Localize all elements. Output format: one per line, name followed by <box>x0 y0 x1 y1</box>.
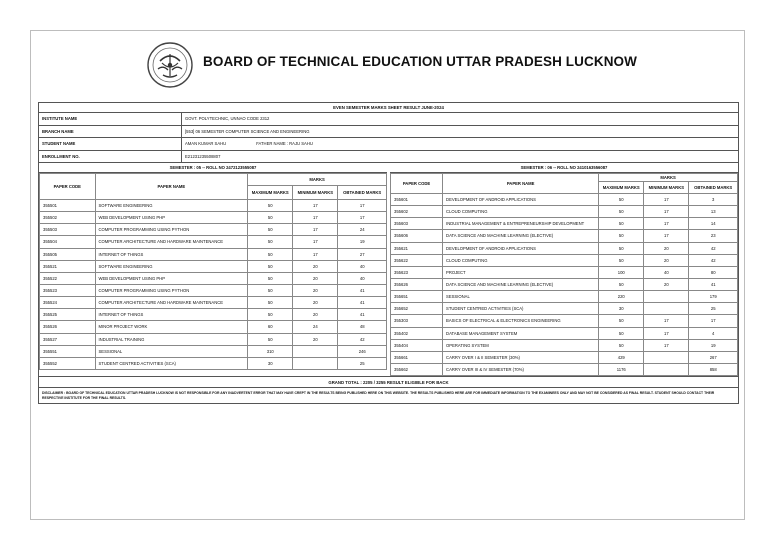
paper-code-cell: 355552 <box>40 357 96 369</box>
paper-name-cell: INTERNET OF THINGS <box>95 248 248 260</box>
paper-name-cell: SOFTWARE ENGINEERING <box>95 200 248 212</box>
info-label: BRANCH NAME <box>39 126 182 138</box>
obtained-marks-cell: 3 <box>689 194 738 206</box>
paper-code-cell: 355651 <box>391 291 443 303</box>
obtained-marks-cell: 24 <box>338 224 387 236</box>
minimum-marks-cell: 24 <box>293 321 338 333</box>
maximum-marks-cell: 50 <box>599 327 644 339</box>
paper-code-cell: 355524 <box>40 297 96 309</box>
info-value: E21231235508807 <box>185 153 221 159</box>
father-name: FATHER NAME : RAJU SAHU <box>256 141 313 147</box>
obtained-marks-cell: 41 <box>338 284 387 296</box>
minimum-marks-cell <box>644 303 689 315</box>
minimum-marks-cell <box>644 363 689 375</box>
maximum-marks-cell: 50 <box>248 284 293 296</box>
maximum-marks-cell: 50 <box>248 236 293 248</box>
paper-name-cell: CARRY OVER I & II SEMESTER (30%) <box>443 351 599 363</box>
paper-name-cell: STUDENT CENTRED ACTIVITIES (SCA) <box>95 357 248 369</box>
maximum-marks-cell: 50 <box>599 206 644 218</box>
obtained-marks-cell: 246 <box>338 345 387 357</box>
info-value: [553] 06 SEMESTER COMPUTER SCIENCE AND ENGINEERING <box>185 128 310 134</box>
table-row <box>391 351 738 363</box>
sheet-title: EVEN SEMESTER MARKS SHEET RESULT JUNE-2024 <box>39 103 738 113</box>
minimum-marks-cell: 17 <box>293 248 338 260</box>
minimum-marks-cell: 20 <box>644 254 689 266</box>
result-sheet <box>38 102 739 404</box>
paper-code-cell: 355522 <box>40 272 96 284</box>
paper-name-cell: COMPUTER PROGRAMMING USING PYTHON <box>95 224 248 236</box>
paper-code-cell: 355606 <box>391 230 443 242</box>
col-obtained-marks: OBTAINED MARKS <box>689 182 738 194</box>
paper-code-cell: 355525 <box>40 309 96 321</box>
table-row <box>391 291 738 303</box>
obtained-marks-cell: 17 <box>338 200 387 212</box>
info-value-cell <box>182 126 738 138</box>
paper-name-cell: SESSIONAL <box>443 291 599 303</box>
minimum-marks-cell: 17 <box>644 206 689 218</box>
obtained-marks-cell: 17 <box>689 315 738 327</box>
info-value-cell <box>182 138 738 150</box>
info-row <box>39 138 738 151</box>
minimum-marks-cell: 17 <box>644 327 689 339</box>
minimum-marks-cell: 17 <box>293 200 338 212</box>
minimum-marks-cell: 17 <box>293 224 338 236</box>
maximum-marks-cell: 60 <box>248 321 293 333</box>
obtained-marks-cell: 23 <box>689 230 738 242</box>
obtained-marks-cell: 40 <box>338 260 387 272</box>
paper-name-cell: COMPUTER PROGRAMMING USING PYTHON <box>95 284 248 296</box>
info-value-cell <box>182 113 738 125</box>
minimum-marks-cell: 17 <box>644 339 689 351</box>
minimum-marks-cell: 20 <box>644 242 689 254</box>
obtained-marks-cell: 42 <box>689 254 738 266</box>
minimum-marks-cell: 20 <box>293 272 338 284</box>
paper-code-cell: 355603 <box>391 218 443 230</box>
maximum-marks-cell: 220 <box>599 291 644 303</box>
table-row <box>391 242 738 254</box>
col-obtained-marks: OBTAINED MARKS <box>338 186 387 200</box>
paper-code-cell: 355527 <box>40 333 96 345</box>
maximum-marks-cell: 50 <box>248 224 293 236</box>
table-row <box>391 206 738 218</box>
minimum-marks-cell: 17 <box>293 212 338 224</box>
paper-name-cell: SOFTWARE ENGINEERING <box>95 260 248 272</box>
paper-code-cell: 355502 <box>40 212 96 224</box>
paper-name-cell: COMPUTER ARCHITECTURE AND HARDWARE MAINTENANCE <box>95 236 248 248</box>
paper-name-cell: CARRY OVER III & IV SEMESTER (70%) <box>443 363 599 375</box>
semester-tables <box>39 163 738 377</box>
minimum-marks-cell: 20 <box>293 309 338 321</box>
col-marks: MARKS <box>248 174 387 186</box>
paper-code-cell: 355501 <box>40 200 96 212</box>
maximum-marks-cell: 50 <box>248 297 293 309</box>
grand-total: GRAND TOTAL : 2205 / 3255 RESULT ELIGIBLE FOR BACK <box>39 377 738 388</box>
obtained-marks-cell: 42 <box>689 242 738 254</box>
paper-code-cell: 355404 <box>391 339 443 351</box>
obtained-marks-cell: 40 <box>338 272 387 284</box>
paper-name-cell: DATABASE MANAGEMENT SYSTEM <box>443 327 599 339</box>
maximum-marks-cell: 50 <box>248 248 293 260</box>
paper-code-cell: 355503 <box>40 224 96 236</box>
table-row <box>40 357 387 369</box>
table-row <box>391 194 738 206</box>
col-maximum-marks: MAXIMUM MARKS <box>248 186 293 200</box>
minimum-marks-cell: 20 <box>644 278 689 290</box>
obtained-marks-cell: 267 <box>689 351 738 363</box>
maximum-marks-cell: 50 <box>599 339 644 351</box>
paper-name-cell: DATA SCIENCE AND MACHINE LEARNING (ELECTIVE) <box>443 278 599 290</box>
info-label: INSTITUTE NAME <box>39 113 182 125</box>
table-row <box>391 339 738 351</box>
semester-05-title: SEMESTER : 05 -- ROLL NO 2472123555087 <box>39 163 387 173</box>
semester-05-panel <box>39 163 387 376</box>
maximum-marks-cell: 50 <box>599 218 644 230</box>
paper-name-cell: STUDENT CENTRED ACTIVITIES (SCA) <box>443 303 599 315</box>
table-row <box>40 345 387 357</box>
obtained-marks-cell: 27 <box>338 248 387 260</box>
col-minimum-marks: MINIMUM MARKS <box>293 186 338 200</box>
paper-name-cell: INDUSTRIAL TRAINING <box>95 333 248 345</box>
table-row <box>40 224 387 236</box>
obtained-marks-cell: 858 <box>689 363 738 375</box>
paper-code-cell: 355526 <box>40 321 96 333</box>
obtained-marks-cell: 48 <box>338 321 387 333</box>
table-row <box>391 266 738 278</box>
paper-code-cell: 355601 <box>391 194 443 206</box>
obtained-marks-cell: 14 <box>689 218 738 230</box>
maximum-marks-cell: 50 <box>248 272 293 284</box>
table-row <box>391 327 738 339</box>
paper-code-cell: 355621 <box>391 242 443 254</box>
table-row <box>391 303 738 315</box>
col-paper-name: PAPER NAME <box>443 174 599 194</box>
maximum-marks-cell: 50 <box>248 260 293 272</box>
maximum-marks-cell: 50 <box>248 309 293 321</box>
table-row <box>40 321 387 333</box>
info-label: STUDENT NAME <box>39 138 182 150</box>
maximum-marks-cell: 50 <box>248 200 293 212</box>
info-row <box>39 151 738 164</box>
paper-code-cell: 355623 <box>391 266 443 278</box>
semester-06-table <box>390 173 738 376</box>
paper-code-cell: 355626 <box>391 278 443 290</box>
paper-name-cell: CLOUD COMPUTING <box>443 206 599 218</box>
minimum-marks-cell: 17 <box>644 230 689 242</box>
maximum-marks-cell: 50 <box>599 278 644 290</box>
table-row <box>391 278 738 290</box>
table-row <box>40 236 387 248</box>
maximum-marks-cell: 30 <box>248 357 293 369</box>
paper-name-cell: WEB DEVELOPMENT USING PHP <box>95 212 248 224</box>
minimum-marks-cell: 17 <box>293 236 338 248</box>
paper-name-cell: DEVELOPMENT OF ANDROID APPLICATIONS <box>443 242 599 254</box>
maximum-marks-cell: 50 <box>248 333 293 345</box>
table-row <box>40 200 387 212</box>
col-paper-name: PAPER NAME <box>95 174 248 200</box>
paper-name-cell: CLOUD COMPUTING <box>443 254 599 266</box>
paper-code-cell: 355551 <box>40 345 96 357</box>
paper-code-cell: 355622 <box>391 254 443 266</box>
maximum-marks-cell: 50 <box>248 212 293 224</box>
maximum-marks-cell: 429 <box>599 351 644 363</box>
maximum-marks-cell: 1176 <box>599 363 644 375</box>
table-row <box>391 363 738 375</box>
info-row <box>39 113 738 126</box>
obtained-marks-cell: 179 <box>689 291 738 303</box>
table-row <box>40 309 387 321</box>
marksheet-page <box>30 30 745 520</box>
maximum-marks-cell: 50 <box>599 315 644 327</box>
maximum-marks-cell: 100 <box>599 266 644 278</box>
maximum-marks-cell: 50 <box>599 194 644 206</box>
maximum-marks-cell: 50 <box>599 230 644 242</box>
minimum-marks-cell <box>644 351 689 363</box>
paper-name-cell: PROJECT <box>443 266 599 278</box>
paper-name-cell: COMPUTER ARCHITECTURE AND HARDWARE MAINTENANCE <box>95 297 248 309</box>
obtained-marks-cell: 41 <box>338 309 387 321</box>
paper-name-cell: MINOR PROJECT WORK <box>95 321 248 333</box>
maximum-marks-cell: 310 <box>248 345 293 357</box>
minimum-marks-cell: 20 <box>293 260 338 272</box>
student-info <box>39 113 738 163</box>
page-header <box>31 31 744 93</box>
table-row <box>40 284 387 296</box>
minimum-marks-cell: 20 <box>293 297 338 309</box>
obtained-marks-cell: 41 <box>689 278 738 290</box>
table-row <box>40 297 387 309</box>
obtained-marks-cell: 19 <box>689 339 738 351</box>
table-row <box>40 333 387 345</box>
semester-06-title: SEMESTER : 06 -- ROLL NO 2410163556087 <box>390 163 738 173</box>
paper-name-cell: BASICS OF ELECTRICAL & ELECTRONICS ENGINEERING <box>443 315 599 327</box>
table-row <box>40 212 387 224</box>
disclaimer-text: DISCLAIMER : BOARD OF TECHNICAL EDUCATION UTTAR PRADESH LUCKNOW IS NOT RESPONSIBLE FOR ANY INADVERTENT ERROR THAT MAY HAVE CREPT IN THE RESULTS BEING PUBLISHED HERE ON THIS WEBSITE. THE RESULTS PUBLISHED HERE ARE FOR IMMEDIATE INFORMATION TO THE EXAMINEES ONLY AND MAY NOT BE CONSIDERED AS FINAL RESULT. STUDENT SHOULD CONTACT THEIR RESPECTIVE INSTITUTE FOR THE FINAL RESULTS. <box>42 391 715 400</box>
minimum-marks-cell: 40 <box>644 266 689 278</box>
maximum-marks-cell: 50 <box>599 242 644 254</box>
up-government-emblem-icon <box>146 41 194 89</box>
minimum-marks-cell: 17 <box>644 194 689 206</box>
maximum-marks-cell: 50 <box>599 254 644 266</box>
table-row <box>391 230 738 242</box>
paper-code-cell: 355661 <box>391 351 443 363</box>
minimum-marks-cell: 20 <box>293 333 338 345</box>
minimum-marks-cell <box>644 291 689 303</box>
table-row <box>391 254 738 266</box>
info-value: GOVT. POLYTECHNIC, UNNAO CODE 2312 <box>185 116 270 122</box>
table-row <box>391 218 738 230</box>
obtained-marks-cell: 25 <box>689 303 738 315</box>
minimum-marks-cell: 17 <box>644 218 689 230</box>
minimum-marks-cell: 20 <box>293 284 338 296</box>
info-label: ENROLLMENT NO. <box>39 151 182 163</box>
info-value: AMAN KUMAR SAHU <box>185 141 227 147</box>
table-row <box>391 315 738 327</box>
obtained-marks-cell: 41 <box>338 297 387 309</box>
paper-name-cell: DATA SCIENCE AND MACHINE LEARNING (ELECTIVE) <box>443 230 599 242</box>
table-row <box>40 248 387 260</box>
paper-name-cell: WEB DEVELOPMENT USING PHP <box>95 272 248 284</box>
obtained-marks-cell: 4 <box>689 327 738 339</box>
obtained-marks-cell: 25 <box>338 357 387 369</box>
paper-code-cell: 355602 <box>391 206 443 218</box>
semester-05-table <box>39 173 387 370</box>
col-marks: MARKS <box>599 174 738 182</box>
paper-name-cell: OPERATING SYSTEM <box>443 339 599 351</box>
semester-06-panel <box>390 163 738 376</box>
info-value-cell <box>182 151 738 163</box>
col-minimum-marks: MINIMUM MARKS <box>644 182 689 194</box>
maximum-marks-cell: 30 <box>599 303 644 315</box>
paper-code-cell: 355402 <box>391 327 443 339</box>
table-row <box>40 260 387 272</box>
paper-code-cell: 355504 <box>40 236 96 248</box>
minimum-marks-cell <box>293 357 338 369</box>
paper-code-cell: 355521 <box>40 260 96 272</box>
obtained-marks-cell: 80 <box>689 266 738 278</box>
obtained-marks-cell: 19 <box>338 236 387 248</box>
minimum-marks-cell: 17 <box>644 315 689 327</box>
obtained-marks-cell: 13 <box>689 206 738 218</box>
table-row <box>40 272 387 284</box>
col-paper-code: PAPER CODE <box>40 174 96 200</box>
paper-code-cell: 355652 <box>391 303 443 315</box>
paper-name-cell: INTERNET OF THINGS <box>95 309 248 321</box>
paper-name-cell: INDUSTRIAL MANAGEMENT & ENTREPRENEURSHIP DEVELOPMENT <box>443 218 599 230</box>
paper-code-cell: 355303 <box>391 315 443 327</box>
paper-name-cell: DEVELOPMENT OF ANDROID APPLICATIONS <box>443 194 599 206</box>
col-paper-code: PAPER CODE <box>391 174 443 194</box>
paper-code-cell: 355662 <box>391 363 443 375</box>
page-title: BOARD OF TECHNICAL EDUCATION UTTAR PRADESH LUCKNOW <box>203 54 637 69</box>
obtained-marks-cell: 42 <box>338 333 387 345</box>
col-maximum-marks: MAXIMUM MARKS <box>599 182 644 194</box>
paper-name-cell: SESSIONAL <box>95 345 248 357</box>
obtained-marks-cell: 17 <box>338 212 387 224</box>
info-row <box>39 126 738 139</box>
paper-code-cell: 355523 <box>40 284 96 296</box>
minimum-marks-cell <box>293 345 338 357</box>
paper-code-cell: 355505 <box>40 248 96 260</box>
